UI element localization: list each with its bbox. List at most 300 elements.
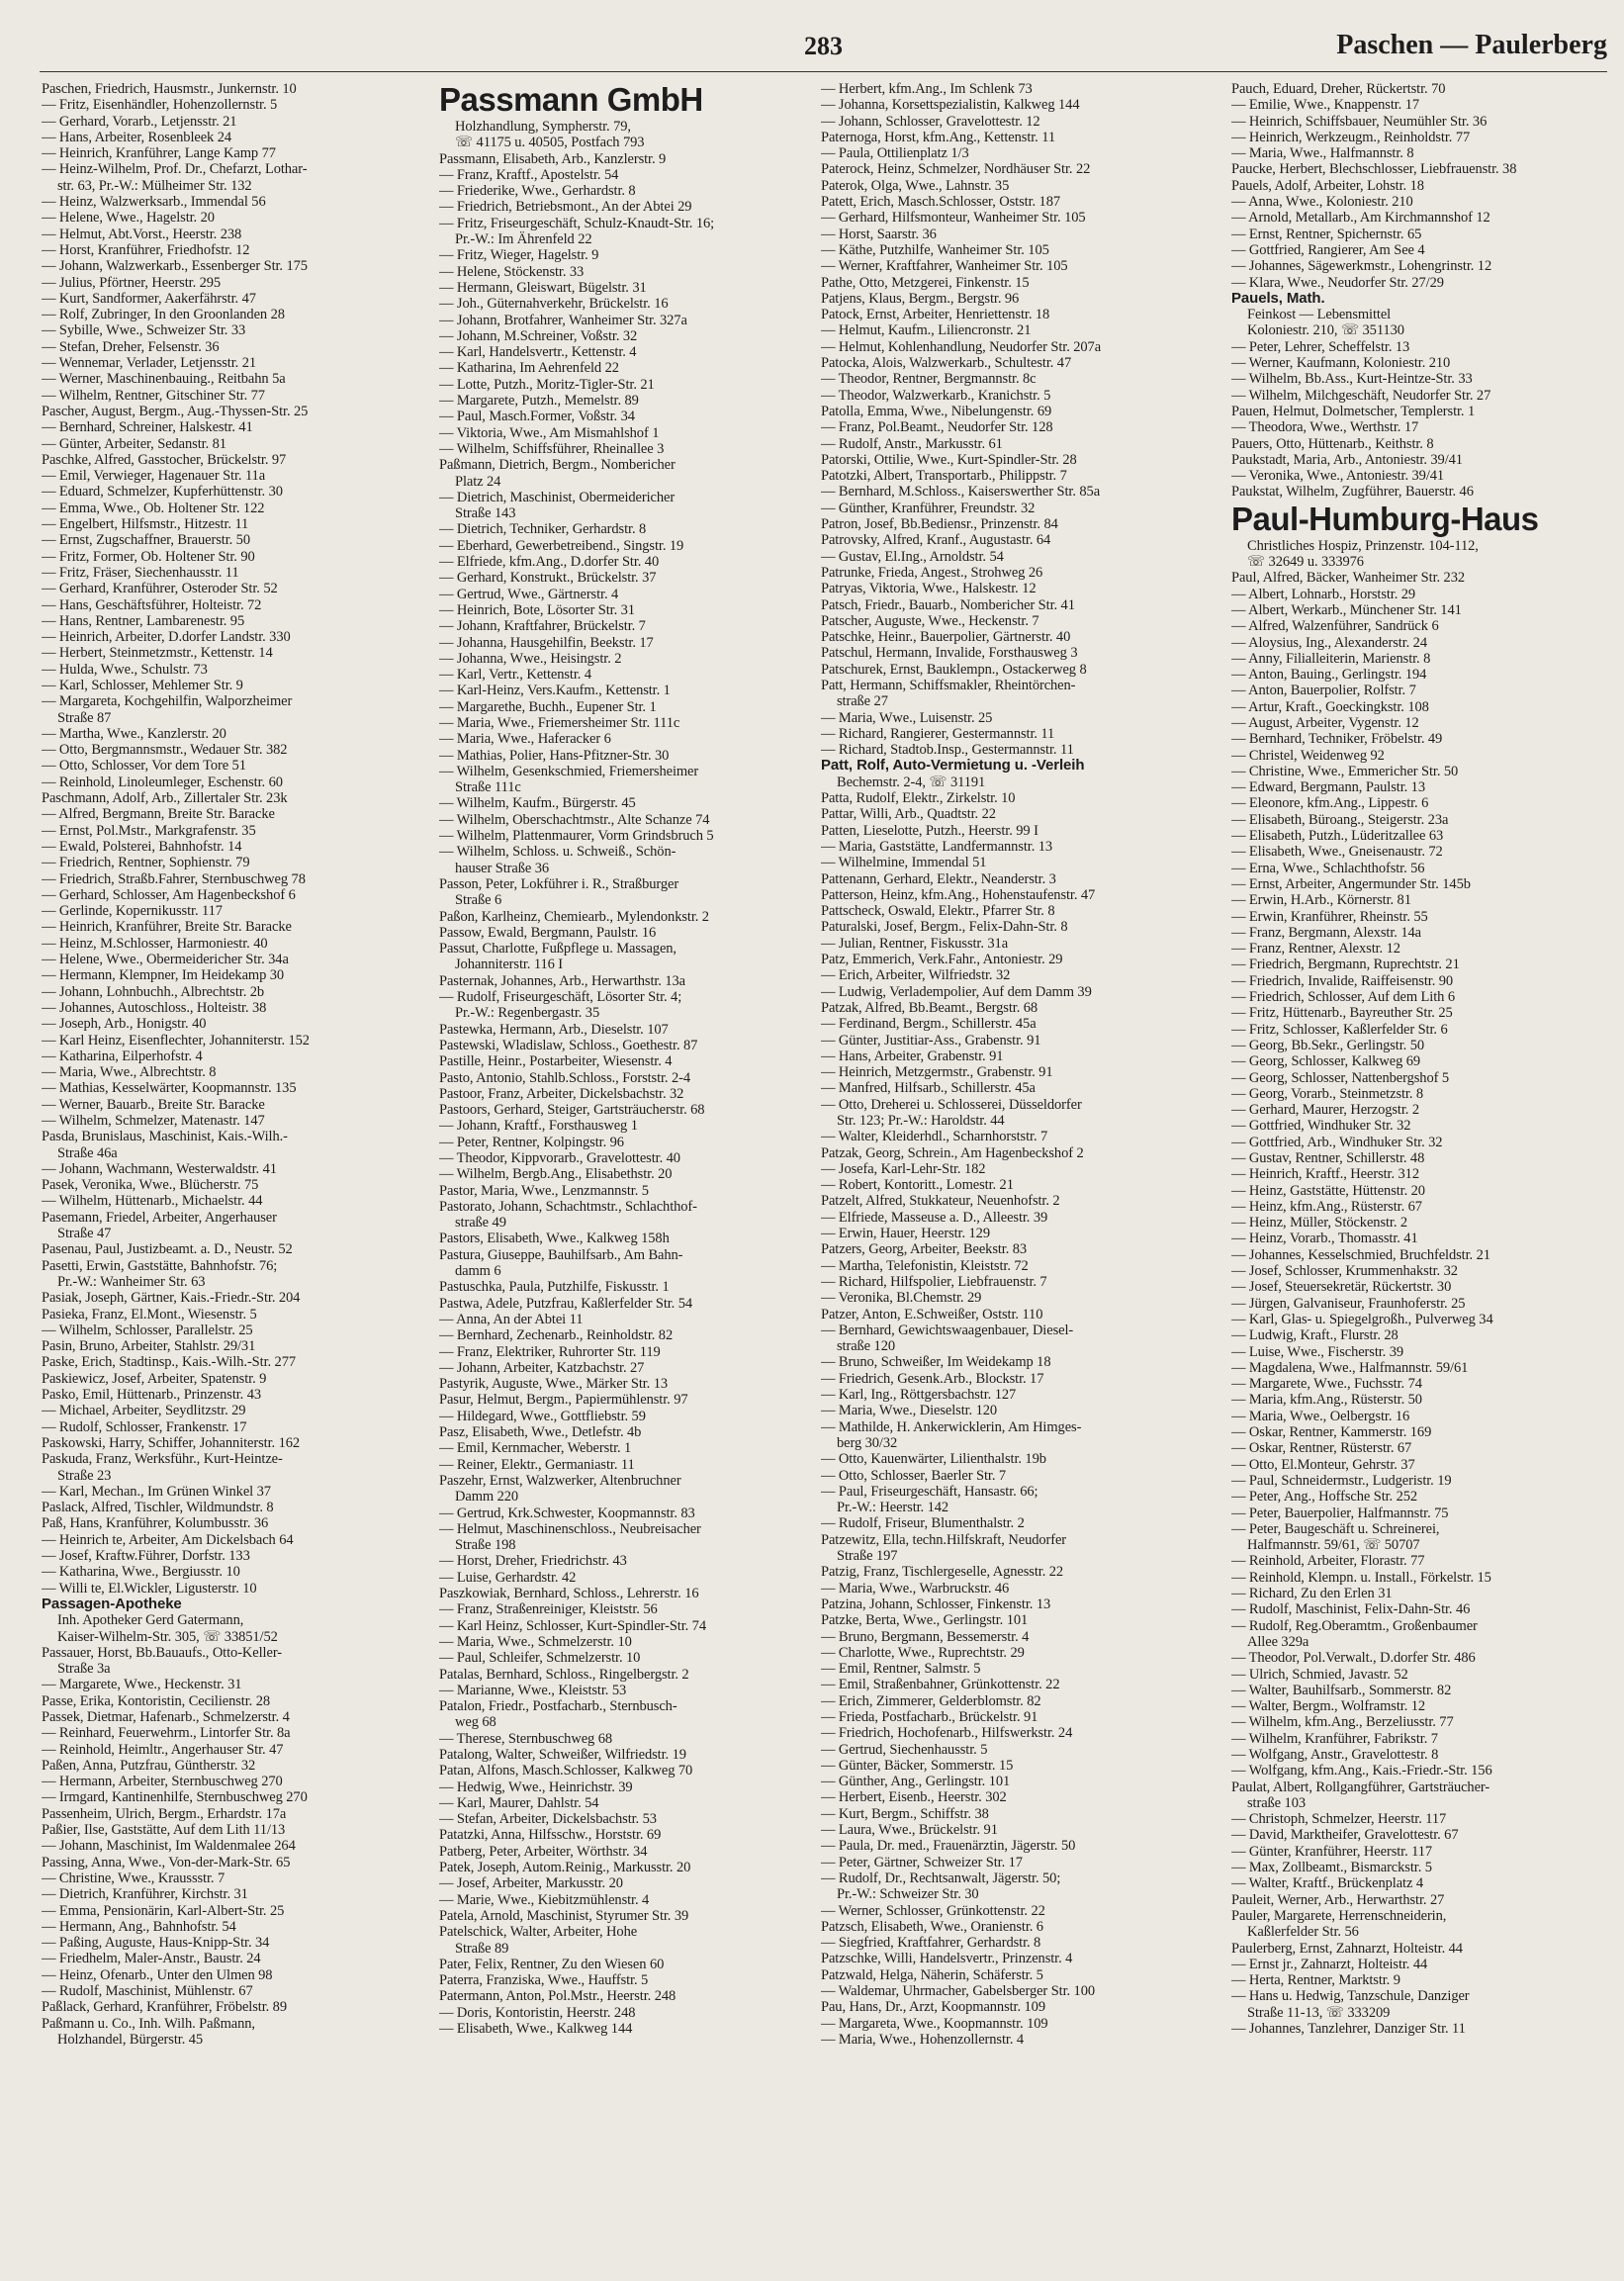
entry-line: — Gerhard, Konstrukt., Brückelstr. 37 (439, 570, 657, 587)
entry-line: Pasz, Elisabeth, Wwe., Detlefstr. 4b (439, 1424, 642, 1441)
entry-line: — Karl-Heinz, Vers.Kaufm., Kettenstr. 1 (439, 683, 671, 699)
entry-line: — Elisabeth, Putzh., Lüderitzallee 63 (1231, 828, 1444, 845)
entry-line: — Mathilde, H. Ankerwicklerin, Am Himges- (821, 1418, 1082, 1435)
entry-line: — Helmut, Abt.Vorst., Heerstr. 238 (42, 226, 242, 242)
entry-line: — Arnold, Metallarb., Am Kirchmannshof 12 (1231, 210, 1490, 227)
entry-line: — Herbert, kfm.Ang., Im Schlenk 73 (821, 81, 1033, 97)
entry-line: — Engelbert, Hilfsmstr., Hitzestr. 11 (42, 516, 249, 533)
entry-line: Patzer, Anton, E.Schweißer, Oststr. 110 (821, 1306, 1043, 1323)
entry-line: — Gerhard, Schlosser, Am Hagenbeckshof 6 (42, 886, 296, 903)
entry-line: — Klara, Wwe., Neudorfer Str. 27/29 (1231, 274, 1444, 291)
entry-line: — Günter, Kranführer, Heerstr. 117 (1231, 1843, 1433, 1860)
entry-continuation: Straße 6 (455, 892, 502, 909)
entry-line: — Therese, Sternbuschweg 68 (439, 1730, 613, 1747)
entry-line: — Heinrich, Metzgermstr., Grabenstr. 91 (821, 1064, 1053, 1081)
business-ad-heading: Paul-Humburg-Haus (1231, 500, 1539, 537)
entry-continuation: berg 30/32 (837, 1434, 898, 1451)
entry-line: — Johannes, Sägewerkmstr., Lohengrinstr. 12 (1231, 258, 1492, 275)
entry-line: — Heinz, M.Schlosser, Harmoniestr. 40 (42, 935, 268, 952)
entry-line: — Johanna, Hausgehilfin, Beekstr. 17 (439, 634, 654, 651)
entry-line: — Wilhelm, kfm.Ang., Berzeliusstr. 77 (1231, 1714, 1454, 1731)
entry-line: — Heinrich, Schiffsbauer, Neumühler Str. 36 (1231, 113, 1488, 130)
page-header (40, 22, 1607, 72)
entry-line: Patzke, Berta, Wwe., Gerlingstr. 101 (821, 1612, 1029, 1629)
entry-line: — Franz, Elektriker, Ruhrorter Str. 119 (439, 1343, 661, 1360)
entry-line: — Fritz, Eisenhändler, Hohenzollernstr. 5 (42, 97, 278, 114)
entry-line: — Maria, Gaststätte, Landfermannstr. 13 (821, 838, 1053, 855)
entry-line: — Walter, Bauhilfsarb., Sommerstr. 82 (1231, 1682, 1452, 1698)
entry-line: — Gerhard, Maurer, Herzogstr. 2 (1231, 1102, 1419, 1119)
entry-line: — Wilhelm, Schlosser, Parallelstr. 25 (42, 1322, 253, 1338)
entry-line: — Heinz-Wilhelm, Prof. Dr., Chefarzt, Lothar- (42, 161, 308, 178)
entry-line: — Paul, Schleifer, Schmelzerstr. 10 (439, 1650, 641, 1667)
entry-line: — Johanna, Wwe., Heisingstr. 2 (439, 650, 622, 667)
entry-line: Pauleit, Werner, Arb., Herwarthstr. 27 (1231, 1891, 1445, 1908)
entry-line: — Laura, Wwe., Brückelstr. 91 (821, 1822, 998, 1839)
entry-line: Passon, Peter, Lokführer i. R., Straßburger (439, 875, 679, 892)
entry-line: — Friedhelm, Maler-Anstr., Baustr. 24 (42, 1951, 261, 1967)
entry-continuation: Kaiser-Wilhelm-Str. 305, ☏ 33851/52 (57, 1628, 278, 1645)
entry-line: — Gustav, Rentner, Schillerstr. 48 (1231, 1150, 1425, 1166)
entry-line: — Erna, Wwe., Schlachthofstr. 56 (1231, 860, 1425, 876)
entry-line: — Michael, Arbeiter, Seydlitzstr. 29 (42, 1403, 246, 1419)
entry-line: Pau, Hans, Dr., Arzt, Koopmannstr. 109 (821, 1999, 1045, 2016)
entry-line: — Ludwig, Verladempolier, Auf dem Damm 39 (821, 983, 1092, 1000)
entry-line: — Herbert, Eisenb., Heerstr. 302 (821, 1789, 1007, 1806)
entry-line: — Reinhard, Feuerwehrm., Lintorfer Str. 8a (42, 1725, 291, 1742)
entry-line: — Albert, Lohnarb., Horststr. 29 (1231, 586, 1416, 602)
entry-line: — Johann, Kraftfahrer, Brückelstr. 7 (439, 618, 646, 635)
entry-line: — Willi te, El.Wickler, Ligusterstr. 10 (42, 1580, 257, 1597)
business-ad-heading: Passmann GmbH (439, 81, 703, 118)
entry-line: — Hans, Geschäftsführer, Holteistr. 72 (42, 596, 262, 613)
entry-line: Pauen, Helmut, Dolmetscher, Templerstr. 1 (1231, 403, 1476, 419)
entry-line: — Joh., Güternahverkehr, Brückelstr. 16 (439, 296, 669, 313)
entry-line: Paß, Hans, Kranführer, Kolumbusstr. 36 (42, 1515, 269, 1532)
entry-line: — Charlotte, Wwe., Ruprechtstr. 29 (821, 1644, 1025, 1661)
entry-line: — Frieda, Postfacharb., Brückelstr. 91 (821, 1708, 1038, 1725)
entry-continuation: Pr.-W.: Im Ährenfeld 22 (455, 231, 592, 248)
entry-continuation: Allee 329a (1247, 1633, 1309, 1650)
entry-line: — Otto, Dreherei u. Schlosserei, Düsseldorfer (821, 1096, 1082, 1113)
entry-line: — Heinz, Gaststätte, Hüttenstr. 20 (1231, 1182, 1425, 1199)
entry-line: — Heinz, Müller, Stöckenstr. 2 (1231, 1215, 1408, 1232)
entry-line: Paßlack, Gerhard, Kranführer, Fröbelstr. 89 (42, 1999, 287, 2016)
entry-line: Pasieka, Franz, El.Mont., Wiesenstr. 5 (42, 1306, 257, 1323)
entry-line: — Friedrich, Gesenk.Arb., Blockstr. 17 (821, 1370, 1044, 1387)
entry-line: — Horst, Kranführer, Friedhofstr. 12 (42, 241, 250, 258)
entry-line: — Max, Zollbeamt., Bismarckstr. 5 (1231, 1860, 1432, 1876)
entry-line: — Josef, Kraftw.Führer, Dorfstr. 133 (42, 1548, 250, 1565)
entry-line: — Franz, Straßenreiniger, Kleiststr. 56 (439, 1601, 658, 1618)
entry-line: Patrunke, Frieda, Angest., Strohweg 26 (821, 564, 1043, 581)
entry-line: — Wolfgang, kfm.Ang., Kais.-Friedr.-Str. 156 (1231, 1763, 1492, 1779)
business-heading: Patt, Rolf, Auto-Vermietung u. -Verleih (821, 758, 1085, 775)
entry-line: — Reiner, Elektr., Germaniastr. 11 (439, 1456, 635, 1473)
entry-line: — Friedrich, Rentner, Sophienstr. 79 (42, 855, 250, 871)
entry-line: — Anna, Wwe., Koloniestr. 210 (1231, 194, 1413, 211)
entry-line: — Lotte, Putzh., Moritz-Tigler-Str. 21 (439, 376, 655, 393)
entry-line: — Johann, Arbeiter, Katzbachstr. 27 (439, 1359, 645, 1376)
entry-line: — Wilhelmine, Immendal 51 (821, 855, 987, 871)
entry-line: — Theodor, Walzwerkarb., Kranichstr. 5 (821, 387, 1051, 404)
entry-line: Patorski, Ottilie, Wwe., Kurt-Spindler-Str. 28 (821, 451, 1077, 468)
entry-line: — Günter, Bäcker, Sommerstr. 15 (821, 1757, 1014, 1774)
entry-line: — Wilhelm, Milchgeschäft, Neudorfer Str. 27 (1231, 387, 1491, 404)
entry-line: Paul, Alfred, Bäcker, Wanheimer Str. 232 (1231, 570, 1466, 587)
entry-line: Pastura, Giuseppe, Bauhilfsarb., Am Bahn- (439, 1246, 683, 1263)
entry-line: — Rudolf, Reg.Oberamtm., Großenbaumer (1231, 1617, 1478, 1634)
entry-line: — Margarete, Putzh., Memelstr. 89 (439, 393, 639, 410)
entry-line: — Richard, Rangierer, Gestermannstr. 11 (821, 725, 1055, 742)
entry-line: Patermann, Anton, Pol.Mstr., Heerstr. 248 (439, 1988, 677, 2005)
entry-line: — Irmgard, Kantinenhilfe, Sternbuschweg 270 (42, 1789, 308, 1806)
entry-line: — Hildegard, Wwe., Gottfliebstr. 59 (439, 1408, 646, 1424)
entry-line: — Georg, Vorarb., Steinmetzstr. 8 (1231, 1085, 1424, 1102)
entry-continuation: Koloniestr. 210, ☏ 351130 (1247, 322, 1404, 339)
entry-line: — Johann, Schlosser, Gravelottestr. 12 (821, 113, 1040, 130)
entry-line: — Friedrich, Straßb.Fahrer, Sternbuschweg 78 (42, 870, 306, 887)
entry-line: — Karl, Vertr., Kettenstr. 4 (439, 667, 591, 684)
entry-line: — Julian, Rentner, Fiskusstr. 31a (821, 935, 1009, 952)
entry-line: — Wilhelm, Bb.Ass., Kurt-Heintze-Str. 33 (1231, 371, 1473, 388)
entry-line: — Richard, Hilfspolier, Liebfrauenstr. 7 (821, 1273, 1047, 1290)
entry-line: — Helene, Wwe., Hagelstr. 20 (42, 210, 215, 227)
column-4 (1231, 81, 1607, 2262)
entry-line: — Emma, Wwe., Ob. Holtener Str. 122 (42, 500, 265, 516)
entry-line: — Heinrich, Werkzeugm., Reinholdstr. 77 (1231, 129, 1471, 145)
entry-line: — Bernhard, Schreiner, Halskestr. 41 (42, 419, 253, 436)
entry-line: — Erwin, Hauer, Heerstr. 129 (821, 1226, 990, 1242)
entry-line: Pastwa, Adele, Putzfrau, Kaßlerfelder Str. 54 (439, 1295, 693, 1312)
entry-continuation: straße 49 (455, 1215, 506, 1232)
entry-line: — Karl, Maurer, Dahlstr. 54 (439, 1794, 599, 1811)
entry-line: — Herta, Rentner, Marktstr. 9 (1231, 1972, 1400, 1989)
entry-line: — Dietrich, Techniker, Gerhardstr. 8 (439, 521, 647, 538)
entry-line: — Johannes, Autoschloss., Holteistr. 38 (42, 999, 267, 1016)
entry-line: — Theodor, Pol.Verwalt., D.dorfer Str. 486 (1231, 1650, 1476, 1667)
entry-line: Patzschke, Willi, Handelsvertr., Prinzenstr. 4 (821, 1951, 1073, 1967)
entry-line: — Maria, Wwe., Haferacker 6 (439, 731, 611, 748)
entry-continuation: straße 27 (837, 693, 888, 710)
entry-line: — Doris, Kontoristin, Heerstr. 248 (439, 2004, 636, 2021)
entry-line: — Gerlinde, Kopernikusstr. 117 (42, 903, 223, 920)
entry-line: — Otto, El.Monteur, Gehrstr. 37 (1231, 1456, 1415, 1473)
entry-line: — Wilhelm, Hüttenarb., Michaelstr. 44 (42, 1193, 263, 1210)
entry-line: — Katharina, Im Aehrenfeld 22 (439, 360, 619, 377)
entry-line: — Gerhard, Vorarb., Letjensstr. 21 (42, 113, 237, 130)
entry-line: — Helene, Wwe., Obermeidericher Str. 34a (42, 952, 289, 968)
entry-line: Patzewitz, Ella, techn.Hilfskraft, Neudorfer (821, 1531, 1067, 1548)
entry-line: — Horst, Dreher, Friedrichstr. 43 (439, 1553, 627, 1570)
entry-line: — Georg, Schlosser, Nattenbergshof 5 (1231, 1069, 1449, 1086)
entry-line: — Erich, Zimmerer, Gelderblomstr. 82 (821, 1692, 1041, 1709)
entry-line: Pastyrik, Auguste, Wwe., Märker Str. 13 (439, 1376, 669, 1393)
entry-line: — Gottfried, Windhuker Str. 32 (1231, 1118, 1411, 1135)
entry-line: — Christine, Wwe., Kraussstr. 7 (42, 1870, 226, 1886)
entry-line: Patzina, Johann, Schlosser, Finkenstr. 13 (821, 1596, 1051, 1612)
entry-line: — Emil, Straßenbahner, Grünkottenstr. 22 (821, 1677, 1060, 1693)
entry-line: — Alfred, Bergmann, Breite Str. Baracke (42, 806, 275, 823)
entry-line: Paucke, Herbert, Blechschlosser, Liebfrauenstr. 38 (1231, 161, 1517, 178)
entry-continuation: Kaßlerfelder Str. 56 (1247, 1924, 1359, 1941)
entry-line: Passing, Anna, Wwe., Von-der-Mark-Str. 65 (42, 1854, 291, 1870)
entry-line: — Friedrich, Schlosser, Auf dem Lith 6 (1231, 989, 1455, 1006)
entry-line: — Otto, Bergmannsmstr., Wedauer Str. 382 (42, 742, 288, 759)
entry-line: — Maria, Wwe., Hohenzollernstr. 4 (821, 2031, 1025, 2048)
entry-line: — Peter, Lehrer, Scheffelstr. 13 (1231, 338, 1410, 355)
entry-line: — Gertrud, Wwe., Gärtnerstr. 4 (439, 586, 619, 602)
entry-line: — Martha, Wwe., Kanzlerstr. 20 (42, 725, 226, 742)
entry-line: — Margarete, Wwe., Heckenstr. 31 (42, 1677, 242, 1693)
entry-line: — Hermann, Ang., Bahnhofstr. 54 (42, 1918, 236, 1935)
entry-line: Paterra, Franziska, Wwe., Hauffstr. 5 (439, 1972, 649, 1989)
entry-line: — Margarete, Wwe., Fuchsstr. 74 (1231, 1376, 1422, 1393)
entry-line: — Reinhold, Arbeiter, Florastr. 77 (1231, 1553, 1425, 1570)
entry-line: — Theodor, Kippvorarb., Gravelottestr. 40 (439, 1150, 680, 1166)
entry-line: — Karl, Schlosser, Mehlemer Str. 9 (42, 677, 243, 693)
entry-line: — Wilhelm, Kaufm., Bürgerstr. 45 (439, 795, 636, 812)
entry-line: Pastoor, Franz, Arbeiter, Dickelsbachstr. 32 (439, 1085, 684, 1102)
entry-line: — Hans, Arbeiter, Grabenstr. 91 (821, 1048, 1004, 1064)
entry-line: Patatzki, Anna, Hilfsschw., Horststr. 69 (439, 1827, 662, 1844)
entry-continuation: Halfmannstr. 59/61, ☏ 50707 (1247, 1537, 1420, 1554)
entry-line: — Ernst, Rentner, Spichernstr. 65 (1231, 226, 1422, 242)
entry-line: — Karl, Mechan., Im Grünen Winkel 37 (42, 1483, 271, 1500)
entry-line: — Maria, Wwe., Friemersheimer Str. 111c (439, 714, 680, 731)
entry-line: — Maria, Wwe., Oelbergstr. 16 (1231, 1408, 1410, 1424)
entry-line: Passmann, Elisabeth, Arb., Kanzlerstr. 9 (439, 150, 667, 167)
entry-line: — Karl, Glas- u. Spiegelgroßh., Pulverweg 34 (1231, 1311, 1493, 1327)
entry-line: Paskowski, Harry, Schiffer, Johanniterstr. 162 (42, 1434, 301, 1451)
entry-line: — Rudolf, Anstr., Markusstr. 61 (821, 435, 1003, 452)
entry-continuation: Pr.-W.: Schweizer Str. 30 (837, 1886, 979, 1903)
entry-line: — Friedrich, Betriebsmont., An der Abtei 29 (439, 199, 692, 216)
entry-line: — Josef, Schlosser, Krummenhakstr. 32 (1231, 1263, 1458, 1280)
entry-line: — Franz, Kraftf., Apostelstr. 54 (439, 166, 619, 183)
entry-continuation: Straße 87 (57, 709, 112, 726)
entry-line: — Anton, Bauerpolier, Rolfstr. 7 (1231, 683, 1416, 699)
entry-line: — Margareta, Kochgehilfin, Walporzheimer (42, 693, 293, 710)
entry-line: — Gertrud, Siechenhausstr. 5 (821, 1741, 988, 1758)
entry-line: — Julius, Pförtner, Heerstr. 295 (42, 274, 222, 291)
entry-line: — Wilhelm, Bergb.Ang., Elisabethstr. 20 (439, 1166, 673, 1183)
entry-line: Patzwald, Helga, Näherin, Schäferstr. 5 (821, 1966, 1043, 1983)
entry-line: — Friedrich, Invalide, Raiffeisenstr. 90 (1231, 972, 1454, 989)
entry-line: Patz, Emmerich, Verk.Fahr., Antoniestr. 29 (821, 952, 1063, 968)
entry-line: — Gottfried, Rangierer, Am See 4 (1231, 241, 1425, 258)
entry-continuation: ☏ 41175 u. 40505, Postfach 793 (455, 135, 645, 151)
entry-line: — Rudolf, Friseurgeschäft, Lösorter Str. 4; (439, 989, 682, 1006)
entry-line: — Christine, Wwe., Emmericher Str. 50 (1231, 763, 1459, 779)
entry-line: — Luise, Wwe., Fischerstr. 39 (1231, 1343, 1404, 1360)
entry-line: — Rudolf, Maschinist, Mühlenstr. 67 (42, 1983, 253, 2000)
entry-line: — Peter, Rentner, Kolpingstr. 96 (439, 1134, 624, 1150)
entry-line: Passow, Ewald, Bergmann, Paulstr. 16 (439, 924, 657, 941)
entry-line: — Walter, Bergm., Wolframstr. 12 (1231, 1698, 1426, 1715)
entry-line: — Maria, Wwe., Dieselstr. 120 (821, 1403, 998, 1419)
entry-line: Pasto, Antonio, Stahlb.Schloss., Forststr. 2-4 (439, 1069, 691, 1086)
entry-continuation: straße 103 (1247, 1794, 1306, 1811)
entry-line: Patalas, Bernhard, Schloss., Ringelbergstr. 2 (439, 1666, 689, 1683)
entry-line: — Waldemar, Uhrmacher, Gabelsberger Str. 100 (821, 1983, 1096, 2000)
entry-line: — Bernhard, Techniker, Fröbelstr. 49 (1231, 731, 1443, 748)
entry-line: Pastors, Elisabeth, Wwe., Kalkweg 158h (439, 1231, 670, 1247)
entry-line: Patan, Alfons, Masch.Schlosser, Kalkweg 70 (439, 1763, 693, 1779)
entry-line: Patschurek, Ernst, Bauklempn., Ostackerweg 8 (821, 661, 1087, 678)
entry-line: — Käthe, Putzhilfe, Wanheimer Str. 105 (821, 241, 1049, 258)
entry-continuation: Straße 23 (57, 1467, 112, 1484)
entry-line: — Maria, Wwe., Luisenstr. 25 (821, 709, 993, 726)
entry-line: Patta, Rudolf, Elektr., Zirkelstr. 10 (821, 790, 1016, 807)
entry-line: Pauers, Otto, Hüttenarb., Keithstr. 8 (1231, 435, 1434, 452)
entry-line: Patock, Ernst, Arbeiter, Henriettenstr. 18 (821, 307, 1050, 323)
entry-line: Paßmann u. Co., Inh. Wilh. Paßmann, (42, 2015, 255, 2032)
entry-line: — Emil, Rentner, Salmstr. 5 (821, 1661, 981, 1678)
entry-line: Pasemann, Friedel, Arbeiter, Angerhauser (42, 1209, 277, 1226)
entry-line: — Maria, Wwe., Schmelzerstr. 10 (439, 1633, 632, 1650)
entry-line: Paterock, Heinz, Schmelzer, Nordhäuser Str. 22 (821, 161, 1091, 178)
entry-continuation: Bechemstr. 2-4, ☏ 31191 (837, 774, 986, 790)
entry-line: — Rudolf, Dr., Rechtsanwalt, Jägerstr. 50; (821, 1870, 1061, 1886)
entry-line: Pattenann, Gerhard, Elektr., Neanderstr. 3 (821, 870, 1056, 887)
entry-continuation: Platz 24 (455, 473, 501, 490)
entry-line: Paschen, Friedrich, Hausmstr., Junkernstr. 10 (42, 81, 297, 97)
entry-line: — Paul, Masch.Former, Voßstr. 34 (439, 409, 635, 425)
entry-line: — Elfriede, Masseuse a. D., Alleestr. 39 (821, 1209, 1048, 1226)
entry-line: — Rolf, Zubringer, In den Groonlanden 28 (42, 307, 285, 323)
business-heading: Passagen-Apotheke (42, 1596, 182, 1612)
entry-line: — Paula, Dr. med., Frauenärztin, Jägerstr. 50 (821, 1838, 1076, 1855)
entry-line: — Luise, Gerhardstr. 42 (439, 1569, 577, 1586)
entry-line: — Heinrich te, Arbeiter, Am Dickelsbach 64 (42, 1531, 294, 1548)
entry-line: — Wilhelm, Rentner, Gitschiner Str. 77 (42, 387, 265, 404)
entry-continuation: Inh. Apotheker Gerd Gatermann, (57, 1612, 244, 1629)
entry-line: — Günter, Justitiar-Ass., Grabenstr. 91 (821, 1032, 1041, 1049)
entry-line: — Martha, Telefonistin, Kleiststr. 72 (821, 1257, 1029, 1274)
entry-line: — Katharina, Eilperhofstr. 4 (42, 1048, 203, 1064)
entry-line: — Katharina, Wwe., Bergiusstr. 10 (42, 1564, 240, 1581)
entry-line: Paßmann, Dietrich, Bergm., Nombericher (439, 457, 676, 474)
entry-line: Pauler, Margarete, Herrenschneiderin, (1231, 1907, 1447, 1924)
entry-line: Patzelt, Alfred, Stukkateur, Neuenhofstr. 2 (821, 1193, 1060, 1210)
entry-line: Passenheim, Ulrich, Bergm., Erhardstr. 17a (42, 1805, 287, 1822)
entry-continuation: Christliches Hospiz, Prinzenstr. 104-112, (1247, 537, 1479, 554)
entry-line: — Wilhelm, Schloss. u. Schweiß., Schön- (439, 844, 677, 861)
entry-line: — Wilhelm, Schiffsführer, Rheinallee 3 (439, 440, 665, 457)
entry-line: Pasiak, Joseph, Gärtner, Kais.-Friedr.-Str. 204 (42, 1290, 301, 1307)
entry-line: Patalong, Walter, Schweißer, Wilfriedstr. 19 (439, 1746, 686, 1763)
entry-line: Passauer, Horst, Bb.Bauaufs., Otto-Keller- (42, 1644, 282, 1661)
entry-line: Pattar, Willi, Arb., Quadtstr. 22 (821, 806, 996, 823)
entry-line: — Werner, Kraftfahrer, Wanheimer Str. 105 (821, 258, 1068, 275)
entry-line: — Albert, Werkarb., Münchener Str. 141 (1231, 601, 1462, 618)
entry-line: — Heinz, kfm.Ang., Rüsterstr. 67 (1231, 1198, 1422, 1215)
entry-line: — Paula, Ottilienplatz 1/3 (821, 145, 969, 162)
entry-line: Pasetti, Erwin, Gaststätte, Bahnhofstr. 76; (42, 1257, 278, 1274)
entry-line: — Fritz, Friseurgeschäft, Schulz-Knaudt-Str. 16; (439, 215, 715, 231)
entry-line: Passut, Charlotte, Fußpflege u. Massagen, (439, 941, 677, 958)
entry-line: — Richard, Stadtob.Insp., Gestermannstr. 11 (821, 742, 1074, 759)
entry-line: — Alfred, Walzenführer, Sandrück 6 (1231, 618, 1439, 635)
entry-line: Patelschick, Walter, Arbeiter, Hohe (439, 1924, 638, 1941)
entry-line: — Heinrich, Kraftf., Heerstr. 312 (1231, 1166, 1419, 1183)
entry-line: Patberg, Peter, Arbeiter, Wörthstr. 34 (439, 1843, 648, 1860)
entry-line: — Heinrich, Kranführer, Breite Str. Baracke (42, 919, 292, 936)
entry-line: — Hans, Arbeiter, Rosenbleek 24 (42, 129, 232, 145)
entry-continuation: Str. 123; Pr.-W.: Haroldstr. 44 (837, 1113, 1005, 1129)
entry-line: — Oskar, Rentner, Rüsterstr. 67 (1231, 1440, 1412, 1457)
entry-line: Pastoors, Gerhard, Steiger, Gartsträucherstr. 68 (439, 1102, 705, 1119)
entry-line: — Peter, Bauerpolier, Halfmannstr. 75 (1231, 1505, 1449, 1521)
entry-line: Pauels, Adolf, Arbeiter, Lohstr. 18 (1231, 177, 1424, 194)
entry-line: — Rudolf, Schlosser, Frankenstr. 17 (42, 1418, 247, 1435)
entry-line: — Dietrich, Kranführer, Kirchstr. 31 (42, 1886, 248, 1903)
entry-line: — Johann, Maschinist, Im Waldenmalee 264 (42, 1838, 296, 1855)
entry-line: — Wennemar, Verlader, Letjensstr. 21 (42, 355, 257, 372)
entry-continuation: hauser Straße 36 (455, 860, 550, 876)
entry-continuation: Holzhandlung, Sympherstr. 79, (455, 119, 631, 135)
entry-line: — Wolfgang, Anstr., Gravelottestr. 8 (1231, 1746, 1439, 1763)
entry-line: — Jürgen, Galvaniseur, Fraunhoferstr. 25 (1231, 1295, 1466, 1312)
entry-line: — Paul, Schneidermstr., Ludgeristr. 19 (1231, 1472, 1452, 1489)
entry-line: — Wilhelm, Kranführer, Fabrikstr. 7 (1231, 1730, 1438, 1747)
entry-line: Pasek, Veronika, Wwe., Blücherstr. 75 (42, 1177, 259, 1194)
entry-continuation: Pr.-W.: Regenbergastr. 35 (455, 1005, 600, 1022)
entry-line: — Ernst, Pol.Mstr., Markgrafenstr. 35 (42, 822, 256, 839)
entry-line: Pauch, Eduard, Dreher, Rückertstr. 70 (1231, 81, 1446, 97)
entry-line: — Bernhard, M.Schloss., Kaiserswerther Str. 85a (821, 484, 1101, 501)
entry-line: — Margarethe, Buchh., Eupener Str. 1 (439, 698, 657, 715)
entry-line: — Siegfried, Kraftfahrer, Gerhardstr. 8 (821, 1935, 1041, 1952)
entry-line: — Heinrich, Kranführer, Lange Kamp 77 (42, 145, 276, 162)
entry-line: — Walter, Kleiderhdl., Scharnhorststr. 7 (821, 1129, 1048, 1145)
entry-line: — Otto, Kauenwärter, Lilienthalstr. 19b (821, 1451, 1046, 1468)
entry-line: — Artur, Kraft., Goeckingkstr. 108 (1231, 698, 1429, 715)
entry-continuation: Straße 11-13, ☏ 333209 (1247, 2004, 1391, 2021)
entry-line: — Heinrich, Bote, Lösorter Str. 31 (439, 601, 635, 618)
entry-line: — Erich, Arbeiter, Wilfriedstr. 32 (821, 967, 1011, 984)
entry-continuation: Pr.-W.: Heerstr. 142 (837, 1500, 949, 1516)
entry-line: — Mathias, Polier, Hans-Pfitzner-Str. 30 (439, 747, 670, 764)
entry-line: — Elisabeth, Büroang., Steigerstr. 23a (1231, 811, 1449, 828)
column-2 (439, 81, 815, 2262)
entry-line: — Peter, Baugeschäft u. Schreinerei, (1231, 1520, 1440, 1537)
entry-line: Patsch, Friedr., Bauarb., Nombericher Str. 41 (821, 596, 1075, 613)
entry-line: — Günter, Arbeiter, Sedanstr. 81 (42, 435, 226, 452)
entry-line: — Bernhard, Zechenarb., Reinholdstr. 82 (439, 1327, 674, 1344)
entry-line: — Maria, kfm.Ang., Rüsterstr. 50 (1231, 1392, 1422, 1409)
entry-line: — Günther, Kranführer, Freundstr. 32 (821, 500, 1036, 516)
entry-line: — Christoph, Schmelzer, Heerstr. 117 (1231, 1811, 1447, 1828)
entry-continuation: Johanniterstr. 116 I (455, 957, 564, 973)
entry-line: Passe, Erika, Kontoristin, Cecilienstr. 28 (42, 1692, 270, 1709)
entry-line: — Veronika, Bl.Chemstr. 29 (821, 1290, 982, 1307)
entry-line: — Elisabeth, Wwe., Kalkweg 144 (439, 2021, 633, 2038)
entry-line: — Hans, Rentner, Lambarenestr. 95 (42, 612, 245, 629)
entry-line: Paszkowiak, Bernhard, Schloss., Lehrerstr. 16 (439, 1586, 699, 1602)
entry-line: Patzak, Georg, Schrein., Am Hagenbeckshof 2 (821, 1144, 1084, 1161)
entry-line: Patrovsky, Alfred, Kranf., Augustastr. 64 (821, 532, 1051, 549)
entry-line: Pastewski, Wladislaw, Schloss., Goethestr. 87 (439, 1037, 698, 1053)
entry-line: — Hedwig, Wwe., Heinrichstr. 39 (439, 1779, 633, 1795)
entry-continuation: Straße 198 (455, 1537, 516, 1554)
entry-continuation: ☏ 32649 u. 333976 (1247, 554, 1364, 571)
entry-line: — Reinhold, Linoleumleger, Eschenstr. 60 (42, 774, 283, 790)
entry-line: — Gustav, El.Ing., Arnoldstr. 54 (821, 548, 1004, 565)
entry-line: — Johanna, Korsettspezialistin, Kalkweg 144 (821, 97, 1080, 114)
entry-line: — Fritz, Wieger, Hagelstr. 9 (439, 247, 599, 264)
